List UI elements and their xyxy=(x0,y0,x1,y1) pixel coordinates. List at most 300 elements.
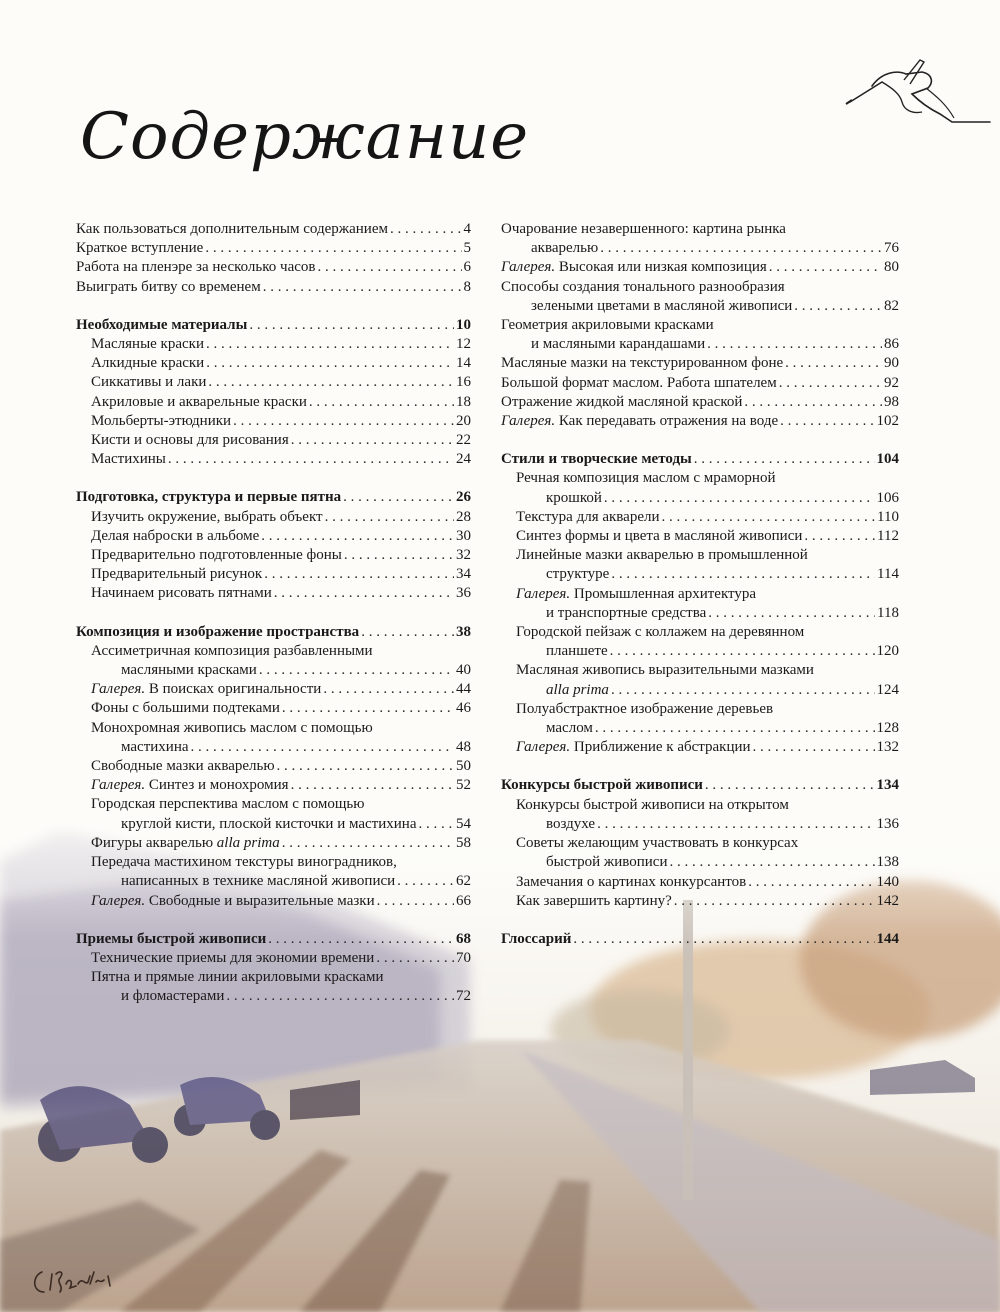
page-number: 68 xyxy=(456,930,471,947)
toc-entry[interactable] xyxy=(76,335,471,354)
toc-entry-label: маслом xyxy=(546,720,593,737)
toc-entry-line xyxy=(91,834,471,853)
dot-leader xyxy=(674,892,875,911)
dot-leader xyxy=(610,642,875,661)
toc-entry-line xyxy=(91,699,471,718)
toc-section xyxy=(501,450,899,757)
page-number: 134 xyxy=(876,777,899,794)
toc-entry-line xyxy=(91,450,471,469)
toc-entry-line xyxy=(516,604,899,623)
dot-leader xyxy=(264,565,454,584)
toc-entry[interactable] xyxy=(501,374,899,393)
toc-entry-label: Глоссарий xyxy=(501,930,572,947)
toc-entry-line xyxy=(501,776,899,795)
dot-leader xyxy=(670,853,875,872)
page-number: 132 xyxy=(876,739,899,756)
toc-section xyxy=(501,220,899,431)
toc-section xyxy=(76,316,471,470)
dot-leader xyxy=(785,354,882,373)
toc-entry[interactable] xyxy=(76,354,471,373)
toc-entry[interactable] xyxy=(76,968,471,1006)
dot-leader xyxy=(282,699,454,718)
dot-leader xyxy=(573,930,874,949)
page-number: 138 xyxy=(876,854,899,871)
toc-entry-label: Галерея. Приближение к абстракции xyxy=(516,739,751,756)
toc-entry-label: Фоны с большими подтеками xyxy=(91,700,280,717)
toc-entry-line xyxy=(91,872,471,891)
dot-leader xyxy=(418,815,454,834)
toc-entry-line xyxy=(91,393,471,412)
toc-entry[interactable] xyxy=(76,527,471,546)
toc-section xyxy=(76,488,471,603)
toc-entry-label: написанных в технике масляной живописи xyxy=(121,873,396,890)
toc-entry-first-line: Передача мастихином текстуры виноградников, xyxy=(91,854,397,871)
toc-entry[interactable] xyxy=(501,508,899,527)
toc-entry[interactable] xyxy=(501,220,899,258)
dot-leader xyxy=(794,297,882,316)
dot-leader xyxy=(291,776,454,795)
toc-entry-label: Приемы быстрой живописи xyxy=(76,930,267,947)
toc-entry-label: Мольберты-этюдники xyxy=(91,412,232,429)
toc-entry-label: акварелью xyxy=(531,240,599,257)
toc-entry-first-line: Городская перспектива маслом с помощью xyxy=(91,796,365,813)
page-number: 22 xyxy=(456,432,471,449)
toc-entry[interactable] xyxy=(76,584,471,603)
toc-entry[interactable] xyxy=(76,239,471,258)
toc-entry-line xyxy=(91,584,471,603)
dot-leader xyxy=(779,374,882,393)
toc-entry[interactable] xyxy=(76,892,471,911)
section-heading[interactable] xyxy=(76,488,471,507)
dot-leader xyxy=(208,373,454,392)
toc-entry-line xyxy=(91,354,471,373)
page-number: 26 xyxy=(456,489,471,506)
dot-leader xyxy=(325,508,454,527)
toc-entry-line xyxy=(501,239,899,258)
toc-entry-line xyxy=(91,680,471,699)
toc-entry-line xyxy=(91,335,471,354)
toc-entry-label: Галерея. Высокая или низкая композиция xyxy=(501,259,767,276)
toc-entry-line xyxy=(501,374,899,393)
gallery-prefix: Галерея. xyxy=(91,892,146,909)
toc-entry[interactable] xyxy=(501,892,899,911)
toc-entry-label: Галерея. Как передавать отражения на воде xyxy=(501,413,779,430)
toc-entry-label: Краткое вступление xyxy=(76,240,204,257)
toc-entry-line xyxy=(516,508,899,527)
toc-entry-first-line: Ассиметричная композиция разбавленными xyxy=(91,642,373,659)
toc-entry[interactable] xyxy=(76,853,471,891)
gallery-prefix: Галерея. xyxy=(501,259,556,276)
dot-leader xyxy=(205,239,461,258)
toc-entry[interactable] xyxy=(76,949,471,968)
toc-entry-line xyxy=(516,642,899,661)
dot-leader xyxy=(263,278,462,297)
dot-leader xyxy=(277,757,454,776)
toc-entry-line xyxy=(91,546,471,565)
toc-entry-label: Кисти и основы для рисования xyxy=(91,432,289,449)
page-number: 106 xyxy=(876,489,899,506)
toc-entry-line xyxy=(91,815,471,834)
toc-entry[interactable] xyxy=(501,834,899,872)
toc-entry-label: Отражение жидкой масляной краской xyxy=(501,393,743,410)
toc-entry[interactable] xyxy=(76,508,471,527)
toc-entry-line xyxy=(516,565,899,584)
artist-signature xyxy=(30,1262,120,1302)
toc-entry[interactable] xyxy=(501,469,899,507)
italic-term: alla prima xyxy=(546,681,609,698)
toc-entry-label: масляными красками xyxy=(121,662,257,679)
page-number: 66 xyxy=(456,892,471,909)
toc-entry[interactable] xyxy=(76,258,471,277)
toc-entry[interactable] xyxy=(501,873,899,892)
toc-entry-line xyxy=(76,488,471,507)
toc-entry-label: Как завершить картину? xyxy=(516,892,672,909)
toc-entry-first-line: Монохромная живопись маслом с помощью xyxy=(91,719,373,736)
gallery-prefix: Галерея. xyxy=(91,681,146,698)
toc-entry[interactable] xyxy=(76,278,471,297)
toc-section xyxy=(501,776,899,910)
toc-entry[interactable] xyxy=(76,719,471,757)
dot-leader xyxy=(397,872,454,891)
dot-leader xyxy=(168,450,454,469)
dot-leader xyxy=(226,987,454,1006)
page-number: 36 xyxy=(456,585,471,602)
toc-entry-first-line: Галерея. Промышленная архитектура xyxy=(516,585,757,602)
toc-entry-line xyxy=(76,220,471,239)
gallery-prefix: Галерея. xyxy=(516,739,571,756)
toc-entry-first-line: Городской пейзаж с коллажем на деревянном xyxy=(516,624,805,641)
toc-entry-label: Предварительно подготовленные фоны xyxy=(91,547,342,564)
page-number: 80 xyxy=(884,259,899,276)
toc-entry-label: Синтез формы и цвета в масляной живописи xyxy=(516,528,803,545)
toc-entry[interactable] xyxy=(501,623,899,661)
dot-leader xyxy=(662,508,876,527)
page-title: Содержание xyxy=(80,100,530,174)
toc-entry-line xyxy=(91,412,471,431)
page-number: 52 xyxy=(456,777,471,794)
dot-leader xyxy=(600,239,882,258)
dot-leader xyxy=(259,661,454,680)
toc-entry[interactable] xyxy=(501,278,899,316)
dot-leader xyxy=(268,930,454,949)
section-heading[interactable] xyxy=(76,930,471,949)
toc-entry-line xyxy=(91,949,471,968)
toc-entry-line xyxy=(516,527,899,546)
dot-leader xyxy=(744,393,882,412)
toc-entry[interactable] xyxy=(501,412,899,431)
section-heading[interactable] xyxy=(501,930,899,949)
toc-entry[interactable] xyxy=(501,393,899,412)
dot-leader xyxy=(309,393,454,412)
toc-entry-label: структуре xyxy=(546,566,610,583)
toc-entry-label: зелеными цветами в масляной живописи xyxy=(531,297,793,314)
toc-entry[interactable] xyxy=(76,450,471,469)
page-number: 44 xyxy=(456,681,471,698)
page-number: 128 xyxy=(876,720,899,737)
toc-entry-line xyxy=(516,853,899,872)
dot-leader xyxy=(233,412,454,431)
toc-entry[interactable] xyxy=(76,546,471,565)
toc-entry-label: быстрой живописи xyxy=(546,854,668,871)
dot-leader xyxy=(748,873,874,892)
toc-section xyxy=(76,930,471,1007)
toc-entry-label: и масляными карандашами xyxy=(531,336,706,353)
toc-entry-label: Масляные мазки на текстурированном фоне xyxy=(501,355,784,372)
toc-entry-label: Свободные мазки акварелью xyxy=(91,758,275,775)
toc-right-column xyxy=(501,220,899,968)
dot-leader xyxy=(708,604,875,623)
page-number: 102 xyxy=(876,413,899,430)
toc-entry-label: Стили и творческие методы xyxy=(501,451,692,468)
toc-entry-label: Как пользоваться дополнительным содержанием xyxy=(76,221,388,237)
toc-entry-line xyxy=(91,565,471,584)
toc-entry[interactable] xyxy=(76,431,471,450)
toc-entry[interactable] xyxy=(76,642,471,680)
toc-entry-label: воздухе xyxy=(546,815,596,832)
toc-entry[interactable] xyxy=(76,393,471,412)
section-heading[interactable] xyxy=(501,776,899,795)
dot-leader xyxy=(804,527,875,546)
toc-entry-line xyxy=(76,316,471,335)
toc-entry-label: Делая наброски в альбоме xyxy=(91,527,260,544)
toc-entry-label: Галерея. Синтез и монохромия xyxy=(91,777,289,794)
toc-entry[interactable] xyxy=(501,661,899,699)
section-heading[interactable] xyxy=(76,623,471,642)
toc-entry-label: Мастихины xyxy=(91,451,166,468)
toc-entry-label: круглой кисти, плоской кисточки и мастихина xyxy=(121,815,417,832)
toc-entry-line xyxy=(76,930,471,949)
toc-entry[interactable] xyxy=(76,795,471,833)
page-number: 114 xyxy=(877,566,899,583)
toc-entry-label: Текстура для акварели xyxy=(516,508,660,525)
dot-leader xyxy=(343,488,454,507)
toc-entry-line xyxy=(516,489,899,508)
toc-section xyxy=(76,623,471,911)
toc-entry-line xyxy=(91,373,471,392)
toc-entry[interactable] xyxy=(501,585,899,623)
page-number: 144 xyxy=(876,930,899,947)
toc-entry-label: Алкидные краски xyxy=(91,355,205,372)
page-number: 8 xyxy=(463,278,471,295)
toc-entry-line xyxy=(501,412,899,431)
page-number: 70 xyxy=(456,949,471,966)
page-number: 136 xyxy=(876,815,899,832)
toc-entry[interactable] xyxy=(501,527,899,546)
toc-entry-first-line: Пятна и прямые линии акриловыми красками xyxy=(91,969,384,986)
toc-entry-label: Большой формат маслом. Работа шпателем xyxy=(501,374,777,391)
dot-leader xyxy=(377,892,454,911)
toc-entry-line xyxy=(516,681,899,700)
dot-leader xyxy=(390,220,462,239)
dot-leader xyxy=(274,584,454,603)
toc-entry[interactable] xyxy=(76,412,471,431)
toc-entry-first-line: Способы создания тонального разнообразия xyxy=(501,278,785,295)
toc-entry-line xyxy=(76,623,471,642)
dot-leader xyxy=(344,546,454,565)
page-number: 86 xyxy=(884,336,899,353)
page-number: 38 xyxy=(456,623,471,640)
toc-entry-label: Выиграть битву со временем xyxy=(76,278,261,295)
toc-entry[interactable] xyxy=(501,354,899,373)
dot-leader xyxy=(206,335,454,354)
toc-entry-label: Замечания о картинах конкурсантов xyxy=(516,873,747,890)
toc-entry-label: Галерея. Свободные и выразительные мазки xyxy=(91,892,375,909)
dot-leader xyxy=(261,527,454,546)
toc-entry-first-line: Очарование незавершенного: картина рынка xyxy=(501,221,786,237)
section-heading[interactable] xyxy=(501,450,899,469)
toc-entry-line xyxy=(501,393,899,412)
dot-leader xyxy=(291,431,454,450)
toc-entry-label: Акриловые и акварельные краски xyxy=(91,393,307,410)
toc-entry[interactable] xyxy=(76,776,471,795)
page-number: 142 xyxy=(876,892,899,909)
toc-entry-first-line: Линейные мазки акварелью в промышленной xyxy=(516,547,808,564)
toc-entry-line xyxy=(501,258,899,277)
toc-entry-line xyxy=(91,431,471,450)
toc-entry-label: Подготовка, структура и первые пятна xyxy=(76,489,342,506)
page-number: 90 xyxy=(884,355,899,372)
gallery-prefix: Галерея. xyxy=(501,413,556,430)
toc-entry-line xyxy=(91,987,471,1006)
toc-entry-first-line: Советы желающим участвовать в конкурсах xyxy=(516,835,799,852)
toc-entry-label: и транспортные средства xyxy=(546,604,707,621)
section-heading[interactable] xyxy=(76,316,471,335)
page-number: 12 xyxy=(456,336,471,353)
dot-leader xyxy=(604,489,875,508)
page-number: 32 xyxy=(456,547,471,564)
toc-entry[interactable] xyxy=(76,680,471,699)
toc-entry-line xyxy=(516,873,899,892)
toc-entry[interactable] xyxy=(501,796,899,834)
toc-entry[interactable] xyxy=(76,699,471,718)
toc-entry-line xyxy=(501,930,899,949)
toc-entry-label xyxy=(546,681,609,700)
page-number: 140 xyxy=(876,873,899,890)
toc-entry-line xyxy=(501,450,899,469)
toc-entry-label: Начинаем рисовать пятнами xyxy=(91,585,272,602)
toc-entry-line xyxy=(91,776,471,795)
page-number: 112 xyxy=(877,528,899,545)
page-number: 120 xyxy=(876,643,899,660)
toc-entry-line xyxy=(501,354,899,373)
page-number: 124 xyxy=(876,681,899,698)
toc-entry-label: крошкой xyxy=(546,489,602,506)
page-number: 4 xyxy=(463,221,471,237)
toc-entry-line xyxy=(91,892,471,911)
page-number: 6 xyxy=(463,259,471,276)
dot-leader xyxy=(707,335,882,354)
gallery-prefix: Галерея. xyxy=(91,777,146,794)
toc-entry[interactable] xyxy=(501,738,899,757)
toc-entry-line xyxy=(76,278,471,297)
dot-leader xyxy=(376,949,454,968)
dot-leader xyxy=(705,776,875,795)
toc-entry[interactable] xyxy=(76,373,471,392)
dot-leader xyxy=(595,719,875,738)
toc-entry-label: Изучить окружение, выбрать объект xyxy=(91,508,323,525)
toc-entry-label: мастихина xyxy=(121,738,189,755)
page-number: 20 xyxy=(456,412,471,429)
dot-leader xyxy=(191,738,455,757)
gallery-prefix: Галерея. xyxy=(516,585,571,602)
toc-entry-label: и фломастерами xyxy=(121,988,225,1005)
page-number: 50 xyxy=(456,758,471,775)
dot-leader xyxy=(597,815,874,834)
page-number: 104 xyxy=(876,451,899,468)
toc-entry-line xyxy=(501,297,899,316)
toc-entry[interactable] xyxy=(501,316,899,354)
dot-leader xyxy=(317,258,461,277)
toc-entry[interactable] xyxy=(76,565,471,584)
dot-leader xyxy=(282,834,454,853)
page-number: 40 xyxy=(456,662,471,679)
toc-entry-line xyxy=(91,757,471,776)
dot-leader xyxy=(323,680,454,699)
italic-term: alla prima xyxy=(216,834,280,851)
page-number: 76 xyxy=(884,240,899,257)
page-number: 28 xyxy=(456,508,471,525)
toc-section xyxy=(501,930,899,949)
toc-entry-label: Сиккативы и лаки xyxy=(91,374,207,391)
toc-entry-first-line: Масляная живопись выразительными мазками xyxy=(516,662,814,679)
page-number: 10 xyxy=(456,316,471,333)
page-number: 82 xyxy=(884,297,899,314)
dot-leader xyxy=(780,412,874,431)
dot-leader xyxy=(694,450,875,469)
toc-entry-first-line: Полуабстрактное изображение деревьев xyxy=(516,700,774,717)
page-number: 14 xyxy=(456,355,471,372)
toc-entry-line xyxy=(516,738,899,757)
page-number: 5 xyxy=(463,240,471,257)
toc-entry[interactable] xyxy=(501,546,899,584)
toc-left-column xyxy=(76,220,471,1026)
page-number: 30 xyxy=(456,527,471,544)
toc-entry-first-line: Конкурсы быстрой живописи на открытом xyxy=(516,796,789,813)
toc-entry-line xyxy=(76,258,471,277)
toc-entry[interactable] xyxy=(501,700,899,738)
toc-entry-line xyxy=(91,508,471,527)
toc-entry-label: Необходимые материалы xyxy=(76,316,248,333)
toc-entry-label: Фигуры акварелью alla prima xyxy=(91,834,280,851)
toc-entry-line xyxy=(516,719,899,738)
toc-entry-label: Композиция и изображение пространства xyxy=(76,623,360,640)
toc-entry[interactable] xyxy=(76,220,471,239)
toc-entry-line xyxy=(516,815,899,834)
page-number: 54 xyxy=(456,815,471,832)
toc-entry-line xyxy=(76,239,471,258)
dot-leader xyxy=(361,623,454,642)
toc-entry-label: Галерея. В поисках оригинальности xyxy=(91,681,322,698)
page-number: 72 xyxy=(456,988,471,1005)
toc-entry[interactable] xyxy=(501,258,899,277)
page-number: 48 xyxy=(456,738,471,755)
dot-leader xyxy=(249,316,454,335)
page-number: 18 xyxy=(456,393,471,410)
dot-leader xyxy=(206,354,454,373)
toc-entry-line xyxy=(91,527,471,546)
page-number: 24 xyxy=(456,451,471,468)
toc-entry-label: Масляные краски xyxy=(91,336,204,353)
toc-entry[interactable] xyxy=(76,834,471,853)
toc-entry[interactable] xyxy=(76,757,471,776)
page-number: 92 xyxy=(884,374,899,391)
dot-leader xyxy=(769,258,882,277)
page-number: 110 xyxy=(877,508,899,525)
toc-entry-line xyxy=(91,661,471,680)
toc-entry-line xyxy=(501,335,899,354)
toc-entry-label: Конкурсы быстрой живописи xyxy=(501,777,703,794)
toc-entry-line xyxy=(516,892,899,911)
